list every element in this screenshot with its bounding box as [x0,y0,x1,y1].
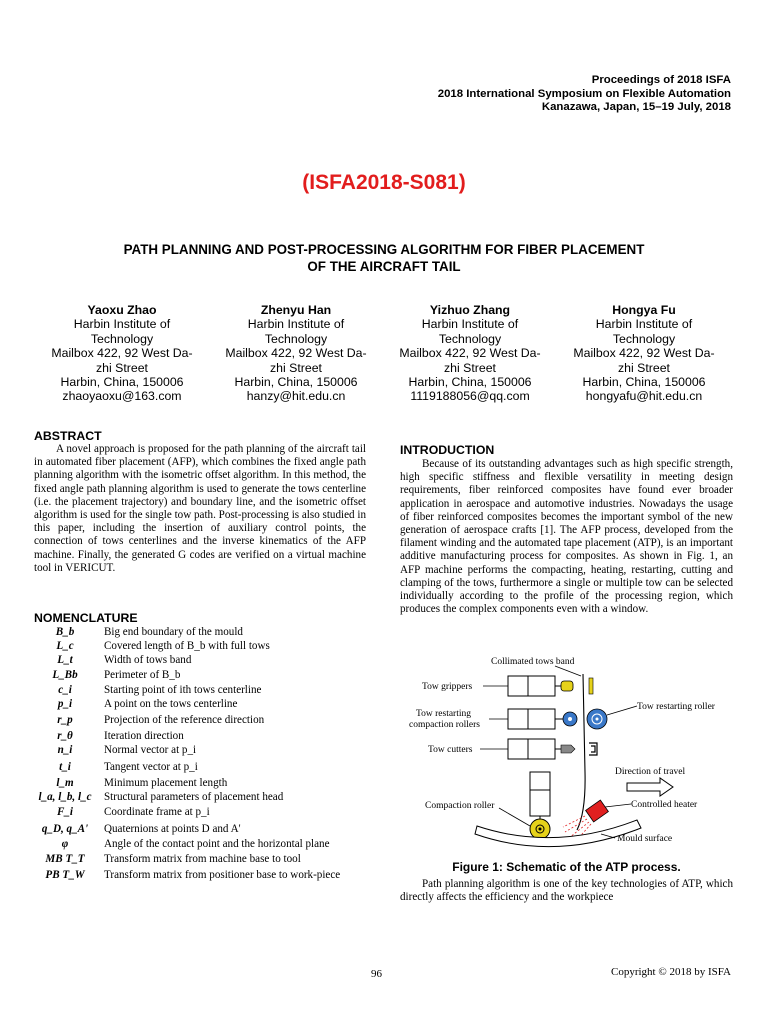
compaction-actuator-box [530,772,550,790]
nomenclature-symbol: PB T_W [45,869,85,881]
nomenclature-description: Projection of the reference direction [104,714,265,726]
roller-actuator-box [508,709,528,729]
nomenclature-symbol: L_t [57,654,73,666]
author-institution: Harbin Institute of [247,317,345,332]
label-mould-surface: Mould surface [617,834,673,844]
nomenclature-symbol: l_m [56,777,74,789]
nomenclature-description: Starting point of ith tows centerline [104,684,262,696]
author-email[interactable]: zhaoyaoxu@163.com [62,389,182,404]
nomenclature-symbol: n_i [57,744,73,756]
author-city: Harbin, China, 150006 [582,375,706,390]
gripper-jaw [589,678,593,694]
nomenclature-description: Structural parameters of placement head [104,791,284,803]
author-address: zhi Street [270,360,322,375]
introduction-paragraph-2: Path planning algorithm is one of the key technologies of ATP, which directly affects the efficiency and the workpiece [400,878,733,904]
author-block-2 [209,303,383,404]
copyright: Copyright © 2018 by ISFA [611,966,731,978]
nomenclature-description: Width of tows band [104,654,192,666]
label-direction-of-travel: Direction of travel [615,767,686,777]
label-collimated-band: Collimated tows band [491,657,575,667]
nomenclature-symbol: L_c [56,640,74,652]
page-number: 96 [371,968,382,980]
direction-arrow-icon [627,778,673,796]
author-address: zhi Street [96,360,148,375]
author-address: Mailbox 422, 92 West Da- [399,346,541,361]
cutter-anvil [589,743,597,755]
author-institution: Harbin Institute of [421,317,519,332]
label-tow-cutters: Tow cutters [428,745,473,755]
author-address: Mailbox 422, 92 West Da- [225,346,367,361]
author-email[interactable]: hongyafu@hit.edu.cn [585,389,703,404]
author-email[interactable]: 1119188056@qq.com [410,389,530,404]
author-city: Harbin, China, 150006 [408,375,532,390]
proceedings-header [438,74,731,115]
paper-id: (ISFA2018-S081) [302,171,466,194]
gripper-actuator-box [508,676,528,696]
author-name: Hongya Fu [612,303,676,317]
proceedings-line-2: 2018 International Symposium on Flexible Automation [437,87,731,100]
proceedings-line-1: Proceedings of 2018 ISFA [591,74,731,86]
nomenclature-description: Transform matrix from positioner base to work-piece [104,869,341,881]
roller-actuator-box [528,709,555,729]
author-address: zhi Street [444,360,496,375]
abstract-text: A novel approach is proposed for the path planning of the aircraft tail in automated fiber placement (AFP), which combines the fixed angle path planning algorithm with the isometric offset algorithm. In this method, the fixed angle path planning algorithm is used to generate the tows centerline (i.e. the placement trajectory) and boundary line, and the isometric offset algorithm is used for the single tow path. Post-processing is also studied in this paper, including the insertion of auxiliary control points, the connection of tows centerlines and the inverse kinematics of the AFP machine. Finally, the generated G codes are verified on a virtual machine tool in VERICUT. [34,443,366,574]
heater-leader [605,804,631,807]
author-block-3 [383,303,557,404]
author-address: Mailbox 422, 92 West Da- [573,346,715,361]
label-controlled-heater: Controlled heater [631,800,698,810]
nomenclature-description: Coordinate frame at p_i [104,806,210,818]
controlled-heater-shape [586,800,609,822]
author-institution: Technology [264,331,328,346]
proceedings-line-3: Kanazawa, Japan, 15–19 July, 2018 [541,101,731,114]
nomenclature-description: Quaternions at points D and A' [104,823,241,835]
nomenclature-symbol: B_b [55,626,75,638]
figure-caption: Figure 1: Schematic of the ATP process. [452,860,681,874]
tows-band-curve [577,674,585,830]
nomenclature-symbol: MB T_T [45,853,85,865]
compaction-actuator-box [530,790,550,816]
nomenclature-description: Iteration direction [104,730,184,742]
nomenclature-symbol: L_Bb [52,669,78,681]
atp-schematic-figure [405,652,735,856]
nomenclature-description: Normal vector at p_i [104,744,197,756]
title-line-2: OF THE AIRCRAFT TAIL [307,259,461,274]
author-city: Harbin, China, 150006 [60,375,184,390]
compaction-leader [499,808,530,826]
author-name: Yizhuo Zhang [429,303,511,317]
author-institution: Harbin Institute of [73,317,171,332]
author-institution: Technology [90,331,154,346]
nomenclature-symbol: r_p [57,714,73,726]
introduction-text: Because of its outstanding advantages such as high specific strength, high specific stiffness and flexible versatility in meeting design requirements, fiber reinforced composites have found ever broader application in aerospace and automotive industries. Nowadays the usage of fiber reinforced composites becomes the important symbol of the new generation of aerospace crafts [1]. The AFP process, developed from the filament winding and the automated tape placement (ATP), is an important additive manufacturing process for composites. As shown in Fig. 1, an AFP machine performs the compacting, heating, restarting, cutting and clamping of the tows, furthermore a single or multiple tow can be selected individually according to the profile of the processing region, which produces the complex components even with a window. [400,458,733,616]
author-institution: Technology [612,331,676,346]
introduction-heading: INTRODUCTION [400,443,495,457]
atp-schematic-svg [405,652,735,856]
nomenclature-symbol: r_θ [57,730,73,742]
paper-title [70,241,698,275]
nomenclature-symbol: l_a, l_b, l_c [38,791,92,803]
label-tow-grippers: Tow grippers [422,682,473,692]
author-institution: Technology [438,331,502,346]
author-block-1 [35,303,209,404]
abstract-heading: ABSTRACT [34,429,102,443]
nomenclature-description: A point on the tows centerline [104,698,238,710]
author-name: Yaoxu Zhao [87,303,157,317]
label-restart-roller: Tow restarting roller [637,702,715,712]
author-address: zhi Street [618,360,670,375]
nomenclature-description: Covered length of B_b with full tows [104,640,270,652]
label-restarting-rollers-2: compaction rollers [409,720,480,730]
band-leader-line [555,666,581,676]
gripper-actuator-box [528,676,555,696]
author-email[interactable]: hanzy@hit.edu.cn [246,389,346,404]
nomenclature-symbol: F_i [56,806,74,818]
nomenclature-description: Tangent vector at p_i [104,761,198,773]
nomenclature-heading: NOMENCLATURE [34,611,138,625]
nomenclature-symbol: φ [61,838,69,850]
restart-roller-leader [607,706,637,715]
nomenclature-description: Big end boundary of the mould [104,626,243,638]
cutter-actuator-box [528,739,555,759]
label-compaction-roller: Compaction roller [425,801,495,811]
nomenclature-symbol: c_i [58,684,72,696]
author-address: Mailbox 422, 92 West Da- [51,346,193,361]
author-block-4 [557,303,731,404]
author-institution: Harbin Institute of [595,317,693,332]
tow-cutter-blade [561,745,575,753]
nomenclature-description: Angle of the contact point and the horizontal plane [104,838,330,850]
label-restarting-rollers-1: Tow restarting [416,709,472,719]
nomenclature-symbol: p_i [57,698,73,710]
author-name: Zhenyu Han [260,303,332,317]
title-line-1: PATH PLANNING AND POST-PROCESSING ALGORITHM FOR FIBER PLACEMENT [123,242,645,257]
nomenclature-symbol: q_D, q_A' [41,823,89,835]
author-city: Harbin, China, 150006 [234,375,358,390]
nomenclature-description: Minimum placement length [104,777,228,789]
cutter-actuator-box [508,739,528,759]
nomenclature-description: Transform matrix from machine base to tool [104,853,301,865]
nomenclature-description: Perimeter of B_b [104,669,181,681]
nomenclature-symbol: t_i [59,761,71,773]
tow-gripper-shape [561,681,573,691]
